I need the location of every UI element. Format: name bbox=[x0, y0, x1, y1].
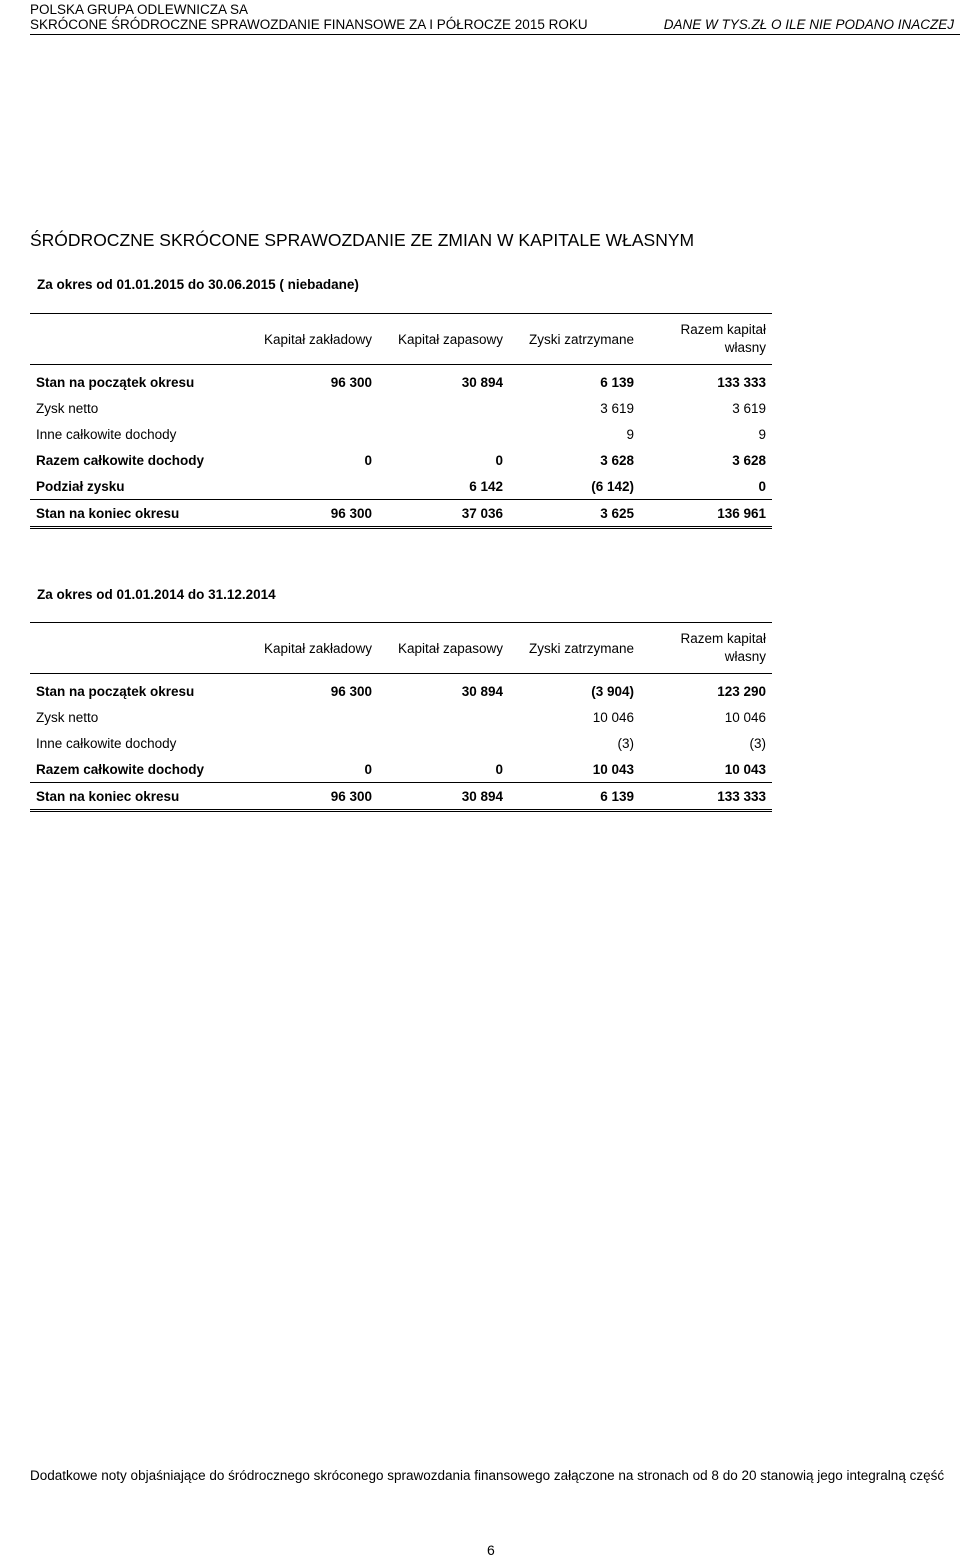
cell-c2: 0 bbox=[495, 761, 503, 777]
cell-c4: 133 333 bbox=[640, 783, 772, 811]
cell-c4: 133 333 bbox=[717, 374, 766, 390]
header-c1: Kapitał zakładowy bbox=[263, 331, 372, 347]
cell-c2: 37 036 bbox=[378, 500, 509, 528]
cell-c2 bbox=[378, 730, 509, 756]
cell-c1 bbox=[248, 730, 378, 756]
cell-c3: 3 619 bbox=[600, 400, 634, 416]
header-c2: Kapitał zapasowy bbox=[397, 331, 503, 347]
cell-c2: 30 894 bbox=[378, 783, 509, 811]
cell-c3: 10 043 bbox=[592, 761, 634, 777]
table-row bbox=[30, 500, 772, 528]
cell-c1: 0 bbox=[364, 761, 372, 777]
cell-c4: 9 bbox=[758, 426, 766, 442]
header-c4: Razem kapitał własny bbox=[680, 631, 766, 664]
cell-c1: 96 300 bbox=[248, 500, 378, 528]
statement-title: ŚRÓDROCZNE SKRÓCONE SPRAWOZDANIE ZE ZMIAN W KAPITALE WŁASNYM bbox=[30, 230, 695, 250]
cell-c3: 9 bbox=[626, 426, 634, 442]
row-label: Stan na koniec okresu bbox=[30, 783, 248, 811]
header-label-col bbox=[30, 623, 248, 674]
header-c2: Kapitał zapasowy bbox=[397, 640, 503, 656]
equity-table-2014 bbox=[30, 622, 772, 812]
row-label: Podział zysku bbox=[36, 478, 125, 494]
page-header bbox=[30, 2, 588, 32]
cell-c4: 3 628 bbox=[732, 452, 766, 468]
table-header-row bbox=[30, 623, 772, 674]
row-label: Inne całkowite dochody bbox=[36, 426, 177, 442]
table-row bbox=[30, 674, 772, 705]
header-c4: Razem kapitał własny bbox=[680, 322, 766, 355]
table-row bbox=[30, 473, 772, 500]
cell-c2: 30 894 bbox=[461, 374, 503, 390]
cell-c4: 3 619 bbox=[732, 400, 766, 416]
row-label: Stan na początek okresu bbox=[36, 374, 195, 390]
report-name: SKRÓCONE ŚRÓDROCZNE SPRAWOZDANIE FINANSOWE ZA I PÓŁROCZE 2015 ROKU bbox=[30, 17, 588, 32]
period-label-2014: Za okres od 01.01.2014 do 31.12.2014 bbox=[37, 587, 276, 602]
row-label: Razem całkowite dochody bbox=[36, 452, 205, 468]
cell-c4: 123 290 bbox=[717, 683, 766, 699]
row-label: Razem całkowite dochody bbox=[36, 761, 205, 777]
equity-table-2015 bbox=[30, 313, 772, 529]
row-label: Stan na koniec okresu bbox=[30, 500, 248, 528]
table-row bbox=[30, 447, 772, 473]
cell-c4: 0 bbox=[758, 478, 766, 494]
row-label: Zysk netto bbox=[36, 400, 99, 416]
table-row bbox=[30, 365, 772, 396]
cell-c1: 0 bbox=[364, 452, 372, 468]
cell-c2: 6 142 bbox=[469, 478, 503, 494]
cell-c1 bbox=[248, 421, 378, 447]
units-note: DANE W TYS.ZŁ O ILE NIE PODANO INACZEJ bbox=[663, 17, 954, 32]
cell-c4: 10 043 bbox=[724, 761, 766, 777]
row-label: Zysk netto bbox=[36, 709, 99, 725]
cell-c3: 6 139 bbox=[509, 783, 640, 811]
table-row bbox=[30, 395, 772, 421]
period-label-2015: Za okres od 01.01.2015 do 30.06.2015 ( niebadane) bbox=[37, 277, 359, 292]
cell-c3: (3 904) bbox=[591, 683, 634, 699]
table-header-row bbox=[30, 314, 772, 365]
header-c1: Kapitał zakładowy bbox=[263, 640, 372, 656]
header-divider bbox=[30, 34, 960, 35]
cell-c4: 136 961 bbox=[640, 500, 772, 528]
cell-c4: (3) bbox=[749, 735, 766, 751]
cell-c2 bbox=[378, 395, 509, 421]
cell-c1: 96 300 bbox=[248, 783, 378, 811]
cell-c3: (6 142) bbox=[591, 478, 634, 494]
cell-c1 bbox=[248, 473, 378, 500]
cell-c4: 10 046 bbox=[724, 709, 766, 725]
cell-c2: 0 bbox=[495, 452, 503, 468]
cell-c3: 6 139 bbox=[600, 374, 634, 390]
row-label: Stan na początek okresu bbox=[36, 683, 195, 699]
table-row bbox=[30, 421, 772, 447]
row-label: Inne całkowite dochody bbox=[36, 735, 177, 751]
cell-c3: (3) bbox=[617, 735, 634, 751]
cell-c2 bbox=[378, 704, 509, 730]
cell-c1 bbox=[248, 395, 378, 421]
header-c3: Zyski zatrzymane bbox=[528, 331, 634, 347]
cell-c3: 3 625 bbox=[509, 500, 640, 528]
cell-c1: 96 300 bbox=[330, 683, 372, 699]
footnote: Dodatkowe noty objaśniające do śródrocznego skróconego sprawozdania finansowego załączone na stronach od 8 do 20 stanowią jego integralną część bbox=[30, 1468, 945, 1483]
cell-c1: 96 300 bbox=[330, 374, 372, 390]
table-row bbox=[30, 756, 772, 783]
page-number: 6 bbox=[487, 1542, 495, 1558]
cell-c1 bbox=[248, 704, 378, 730]
table-row bbox=[30, 704, 772, 730]
cell-c2 bbox=[378, 421, 509, 447]
table-row bbox=[30, 730, 772, 756]
cell-c3: 3 628 bbox=[600, 452, 634, 468]
header-c3: Zyski zatrzymane bbox=[528, 640, 634, 656]
company-name: POLSKA GRUPA ODLEWNICZA SA bbox=[30, 2, 249, 17]
cell-c2: 30 894 bbox=[461, 683, 503, 699]
cell-c3: 10 046 bbox=[592, 709, 634, 725]
header-label-col bbox=[30, 314, 248, 365]
table-row bbox=[30, 783, 772, 811]
